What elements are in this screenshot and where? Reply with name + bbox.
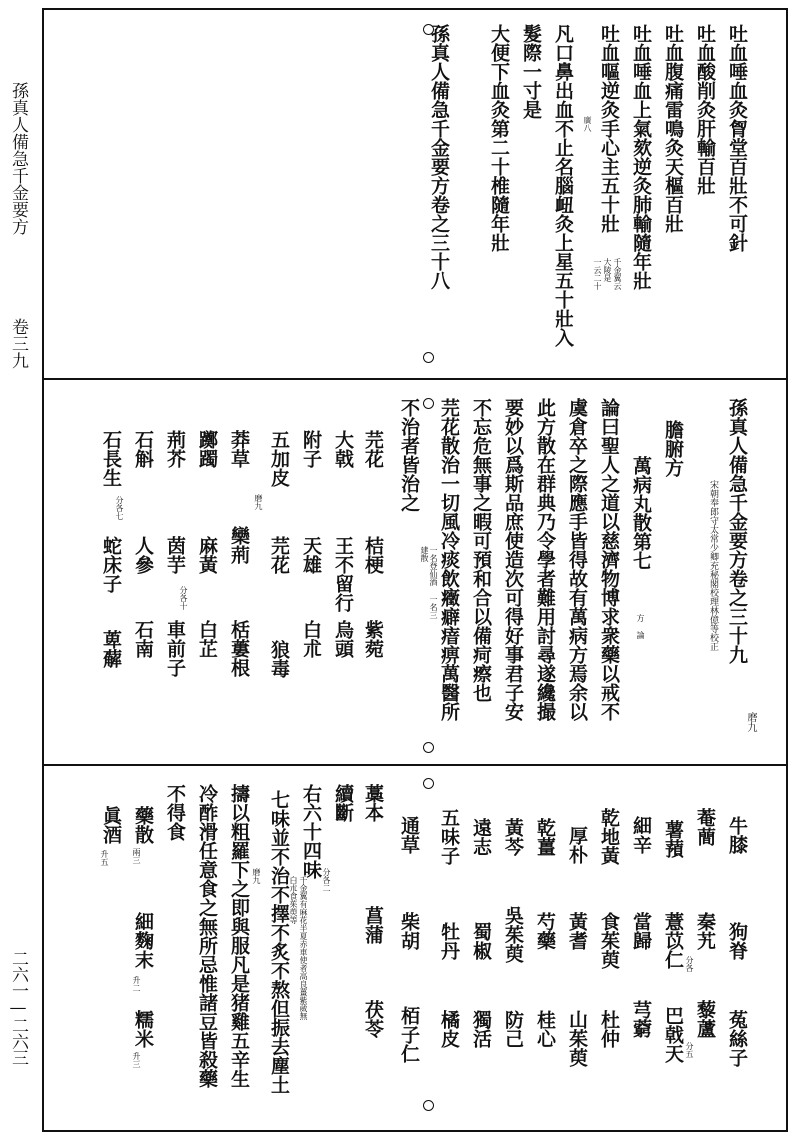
punctuation-circle	[423, 398, 434, 409]
margin-title: 孫真人備急千金要方	[8, 82, 28, 235]
punctuation-circle	[423, 24, 434, 35]
herb-item: 芫花	[268, 536, 290, 574]
text-column: 擣以粗羅下之即與服凡是猪雞五辛生	[228, 784, 250, 1088]
herb-item: 白芷	[196, 620, 218, 658]
herb-item: 續斷	[332, 784, 354, 822]
herb-item: 躑躅	[196, 430, 218, 468]
dose-item: 細麴末	[132, 912, 154, 969]
punctuation-circle	[423, 1100, 434, 1111]
volume-title: 孫真人備急千金要方卷之三十九	[726, 398, 748, 664]
herb-item: 獨活	[470, 1010, 492, 1048]
annotation: 分各	[685, 956, 694, 972]
herb-item: 秦艽	[694, 912, 716, 950]
dose-amount: 升三	[132, 1052, 141, 1068]
herb-item: 麻黃	[196, 536, 218, 574]
herb-item: 芫花	[362, 430, 384, 468]
herb-item: 牛膝	[726, 816, 748, 854]
herb-item: 人參	[132, 536, 154, 574]
herb-item: 天雄	[300, 536, 322, 574]
herb-item: 石南	[132, 620, 154, 658]
section-divider	[44, 378, 786, 380]
herb-item: 菖蒲	[362, 906, 384, 944]
credit-line: 宋朝奉郎守太常少卿充秘閣校理林億等校正	[708, 480, 718, 651]
herb-item: 藁本	[362, 784, 384, 822]
text-column: 虞倉卒之際應手皆得故有萬病方焉余以	[566, 398, 588, 721]
annotation: 一名登仙酒 一名三建散	[420, 546, 438, 619]
herb-item: 栝蔞根	[228, 620, 250, 677]
herb-item: 遠志	[470, 818, 492, 856]
annotation: 方 論	[636, 614, 645, 639]
herb-item: 蜀椒	[470, 922, 492, 960]
herb-item: 萆薢	[100, 630, 122, 668]
herb-item: 菴蕳	[694, 808, 716, 846]
dose-amount: 升二	[132, 976, 141, 992]
punctuation-circle	[423, 352, 434, 363]
herb-item: 桔梗	[362, 536, 384, 574]
herb-item: 乾薑	[534, 818, 556, 856]
herb-item: 黃耆	[566, 912, 588, 950]
herb-item: 菟絲子	[726, 1010, 748, 1067]
annotation: 分各七	[115, 496, 124, 520]
dose-amount: 升五	[100, 850, 109, 866]
herb-item: 王不留行	[332, 536, 354, 612]
herb-item: 吳茱萸	[502, 906, 524, 963]
herb-item: 薏苡仁	[662, 912, 684, 969]
herb-item: 橘皮	[438, 1010, 460, 1048]
herb-item: 當歸	[630, 912, 652, 950]
herb-item: 防己	[502, 1010, 524, 1048]
text-column: 髮際一寸是	[520, 24, 542, 119]
herb-item: 茵芋	[164, 536, 186, 574]
chapter-title: 膽腑方	[662, 420, 684, 477]
herb-item: 狗脊	[726, 922, 748, 960]
herb-item: 欒荊	[228, 526, 250, 564]
annotation: 分各十	[179, 586, 188, 610]
text-column: 論曰聖人之道以慈濟物博求衆藥以戒不	[598, 398, 620, 721]
dose-item: 藥散	[132, 806, 154, 844]
annotation: 大陵是	[603, 258, 612, 282]
herb-item: 莽草	[228, 430, 250, 468]
herb-item: 大戟	[332, 430, 354, 468]
margin-page: 二六一—二六三	[8, 950, 28, 1065]
herb-item: 食茱萸	[598, 912, 620, 969]
annotation: 分五	[685, 1042, 694, 1058]
text-column: 不得食	[164, 784, 186, 841]
text-column: 吐血嘔逆灸手心主五十壯	[598, 24, 620, 233]
section-divider	[44, 764, 786, 766]
text-column: 凡口鼻出血不止名腦衄灸上星五十壯入	[552, 24, 574, 347]
annotation: 磨九	[254, 494, 263, 510]
text-column: 右六十四味	[300, 784, 322, 879]
margin-volume: 卷三九	[8, 318, 28, 369]
herb-item: 芍藥	[534, 912, 556, 950]
text-column: 不忘危無事之暇可預和合以備疴瘵也	[470, 398, 492, 702]
text-column: 吐血唾血灸胷堂百壯不可針	[726, 24, 748, 252]
dose-item: 糯米	[132, 1010, 154, 1048]
herb-item: 巴戟天	[662, 1006, 684, 1063]
herb-item: 茯苓	[362, 1000, 384, 1038]
herb-item: 狼毒	[268, 640, 290, 678]
herb-item: 車前子	[164, 620, 186, 677]
herb-item: 桂心	[534, 1010, 556, 1048]
herb-item: 附子	[300, 430, 322, 468]
herb-item: 黃芩	[502, 818, 524, 856]
punctuation-circle	[423, 742, 434, 753]
annotation: 磨九	[745, 712, 756, 732]
herb-item: 山茱萸	[566, 1010, 588, 1067]
herb-item: 五味子	[438, 808, 460, 865]
herb-item: 柴胡	[398, 912, 420, 950]
annotation: 千金翼云	[613, 258, 622, 290]
herb-item: 細辛	[630, 816, 652, 854]
herb-item: 栢子仁	[398, 1006, 420, 1063]
dose-item: 眞酒	[100, 806, 122, 844]
text-column: 大便下血灸第二十椎隨年壯	[488, 24, 510, 252]
herb-item: 杜仲	[598, 1010, 620, 1048]
herb-item: 厚朴	[566, 826, 588, 864]
herb-item: 五加皮	[268, 430, 290, 487]
text-column: 要妙以爲斯品庶使造次可得好事君子安	[502, 398, 524, 721]
herb-item: 紫菀	[362, 620, 384, 658]
text-column: 冷酢滑任意食之無所忌惟諸豆皆殺藥	[196, 784, 218, 1088]
punctuation-circle	[423, 778, 434, 789]
text-column: 吐血酸削灸肝輸百壯	[694, 24, 716, 195]
herb-item: 白朮	[300, 620, 322, 658]
annotation: 千金翼有麻花半夏赤車使者高良薑紫葳無白朮食茱萸等	[289, 876, 308, 1020]
herb-item: 通草	[398, 816, 420, 854]
text-column: 不治者皆治之	[398, 398, 420, 512]
annotation: 磨九	[252, 868, 261, 884]
herb-item: 藜蘆	[694, 1000, 716, 1038]
text-column: 七味並不治不擇不炙不熬但振去塵土	[268, 790, 290, 1094]
herb-item: 乾地黃	[598, 808, 620, 865]
herb-item: 蛇床子	[100, 536, 122, 593]
herb-item: 石斛	[132, 430, 154, 468]
text-column: 芫花散治一切風冷痰飲癥癖瘖痹萬醫所	[438, 398, 460, 721]
annotation: 一云二十	[593, 258, 602, 290]
herb-item: 石長生	[100, 430, 122, 487]
herb-item: 牡丹	[438, 922, 460, 960]
herb-item: 芎藭	[630, 1000, 652, 1038]
text-column: 此方散在群典乃令學者難用討尋遂纔撮	[534, 398, 556, 721]
herb-item: 薯蕷	[662, 820, 684, 858]
section-heading: 萬病丸散第七	[630, 456, 652, 570]
dose-amount: 兩三	[132, 848, 141, 864]
annotation: 廣八	[583, 116, 592, 132]
text-column: 吐血唾血上氣欬逆灸肺輸隨年壯	[630, 24, 652, 290]
text-column: 吐血腹痛雷鳴灸天樞百壯	[662, 24, 684, 233]
herb-item: 烏頭	[332, 620, 354, 658]
herb-item: 荊芥	[164, 430, 186, 468]
volume-end-title: 孫真人備急千金要方卷之三十八	[428, 24, 450, 290]
annotation: 分各二	[322, 868, 331, 892]
